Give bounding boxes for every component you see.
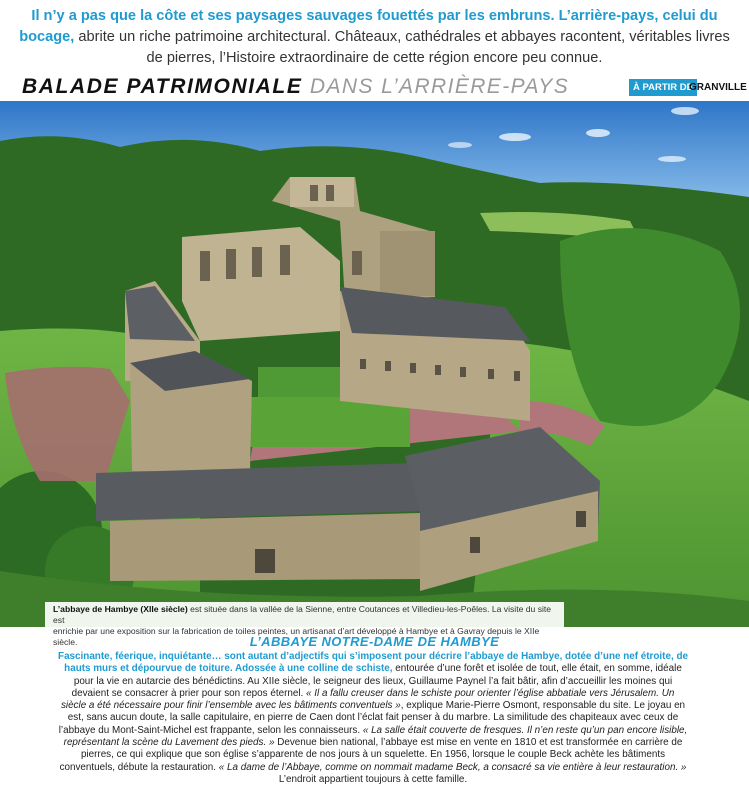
start-city: GRANVILLE <box>689 82 747 93</box>
article-title: L’ABBAYE NOTRE-DAME DE HAMBYE <box>249 634 500 649</box>
article-quote-1: « Il a fallu creuser dans le schiste pour orienter l’église abbatiale vers Jérusalem. Un siècle a été nécessaire pour finir l’ensemble avec les bâtiments conventuels » <box>60 687 675 712</box>
article-quote-2: « La salle était couverte de fresques. Il n’en reste qu’un pan encore lisible, représentant la scène du Lavement des pieds. » <box>63 724 688 749</box>
abbey-photo-illustration <box>0 101 749 627</box>
section-title-light: DANS L’ARRIÈRE-PAYS <box>309 75 570 98</box>
intro-paragraph <box>14 6 735 69</box>
section-title <box>22 75 569 99</box>
section-header <box>0 73 749 101</box>
article-body <box>58 651 688 786</box>
article-p4: L’endroit appartient toujours à cette famille. <box>278 773 468 785</box>
abbey-aerial-photo <box>0 101 749 627</box>
caption-line1: est située dans la vallée de la Sienne, entre Coutances et Villedieu-les-Poêles. La visite du site est <box>53 604 552 625</box>
intro-highlight: Il n’y a pas que la côte et ses paysages sauvages fouettés par les embruns. L’arrière-pays, celui du bocage, <box>19 8 718 45</box>
start-badge: À PARTIR DE <box>629 79 697 96</box>
article-p1: entourée d’une forêt et isolée de tout, elle était, en somme, idéale pour la vie en autarcie des bénédictins. Au XIIe siècle, le seigneur des lieux, Guillaume Paynel l’a fait bâtir, afin d’accueillir les moines qui devaient se consacrer à prier pour son repos éternel. <box>71 663 682 699</box>
article-lead: Fascinante, féerique, inquiétante… sont autant d’adjectifs qui s’imposent pour décrire l’abbaye de Hambye, dotée d’une nef étroite, de hauts murs et dépourvue de toiture. Adossée à une colline de schiste, <box>58 651 688 675</box>
caption-bold: L’abbaye de Hambye (XIIe siècle) <box>53 604 188 614</box>
section-title-bold: BALADE PATRIMONIALE <box>22 75 303 98</box>
article-quote-3: « La dame de l’Abbaye, comme on nommait madame Beck, a consacré sa vie entière à leur restauration. » <box>218 761 687 773</box>
intro-text: abrite un riche patrimoine architectural. Châteaux, cathédrales et abbayes racontent, véritables livres de pierres, l’Histoire extraordinaire de cette région encore peu connue. <box>74 29 730 66</box>
article-p3: Devenue bien national, l’abbaye est mise en vente en 1810 et est transformée en carrière de pierres, ce qui explique que son église s’apparente de nos jours à un squelette. En 1956, lorsque le couple Beck achète les bâtiments conventuels, débute la restauration. <box>59 737 683 773</box>
caption-line2: enrichie par une exposition sur la fabrication de toiles peintes, un artisanat d’art développé à Hambye et à Gavray depuis le XIIe siècle. <box>53 626 540 647</box>
article-p2: , explique Marie-Pierre Osmont, responsable du site. Le joyau en est, sans aucun doute, la salle capitulaire, en pierre de Caen dont l’éclat fait penser à du marbre. La similitude des chapiteaux avec ceux de l’abbaye du Mont-Saint-Michel est frappante, selon les connaisseurs. <box>58 700 686 736</box>
